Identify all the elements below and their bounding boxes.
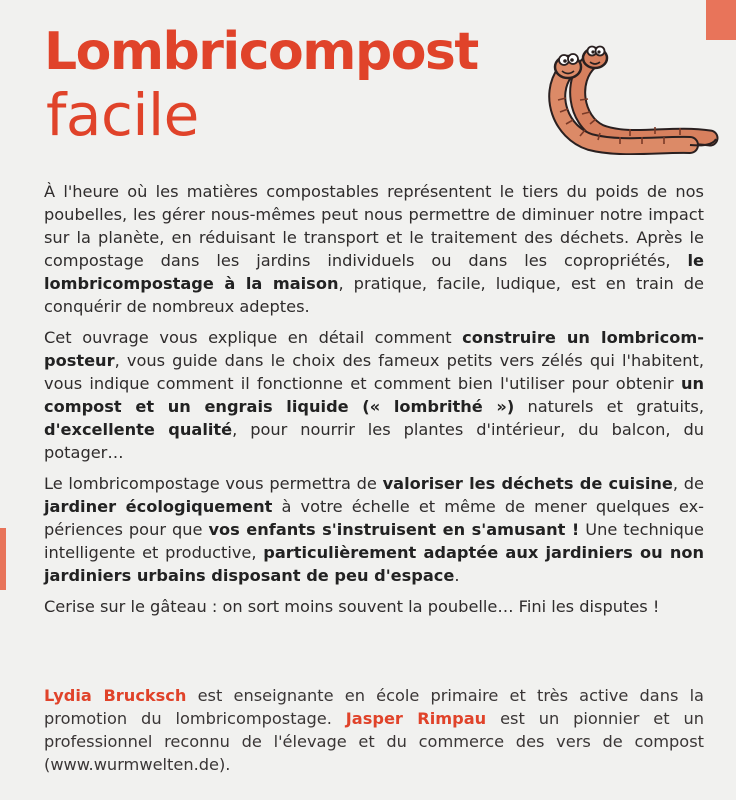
- text-run: , vous guide dans le choix des fameux petits vers zélés qui l'habitent, vous indique comment il fonctionne et comment bien l'utiliser pour obtenir: [44, 351, 704, 393]
- text-run: Le lombricompostage vous permettra de: [44, 474, 383, 493]
- text-run: à votre échelle et même de mener quelques expériences pour que: [44, 497, 704, 539]
- description-text: [44, 180, 704, 626]
- bold-run: construire un lombricomposteur: [44, 328, 704, 370]
- text-run: , de: [672, 474, 704, 493]
- bold-run: particulièrement adaptée aux jardiniers ou non jardiniers urbains disposant de peu d'espace: [44, 543, 704, 585]
- worms-icon: [540, 40, 720, 155]
- paragraph-closing: Cerise sur le gâteau : on sort moins souvent la poubelle… Fini les disputes !: [44, 597, 660, 616]
- bold-run: un compost et un engrais liquide (« lombrithé »): [44, 374, 704, 416]
- book-subtitle: facile: [46, 81, 199, 149]
- paragraph-intro: [44, 180, 704, 318]
- text-run: .: [454, 566, 460, 585]
- text-run: naturels et gratuits,: [514, 397, 704, 416]
- author-name-1: Lydia Brucksch: [44, 686, 187, 705]
- edge-color-tab-left: [0, 528, 6, 590]
- text-run: est un pionnier et un professionnel reconnu de l'élevage et du commerce des vers de compost (www.wurmwelten.de).: [44, 709, 705, 774]
- book-title: Lombricompost: [44, 22, 478, 82]
- paragraph-benefits: [44, 472, 704, 587]
- text-run: À l'heure où les matières compostables représentent le tiers du poids de nos poubelles, les gérer nous-mêmes peut nous permettre de diminuer notre impact sur la planète, en réduisant le transport et le traitement des déchets. Après le compostage dans les jardins individuels ou dans les copropriétés,: [44, 182, 704, 270]
- authors-bio: [44, 684, 704, 776]
- author-name-2: Jasper Rimpau: [345, 709, 487, 728]
- bold-run: jardiner écologiquement: [44, 497, 273, 516]
- paragraph-guide: [44, 326, 704, 464]
- text-run: Une technique intelligente et productive,: [44, 520, 705, 562]
- text-run: , pratique, facile, ludique, est en train de conquérir de nombreux adeptes.: [44, 274, 705, 316]
- bold-run: valoriser les déchets de cuisine: [382, 474, 673, 493]
- bold-run: d'excellente qualité: [44, 420, 233, 439]
- bold-run: vos enfants s'instruisent en s'amusant !: [208, 520, 580, 539]
- text-run: est enseignante en école primaire et très active dans la promotion du lombricompostage.: [44, 686, 704, 728]
- text-run: Cet ouvrage vous explique en détail comment: [44, 328, 463, 347]
- bold-run: le lombricompostage à la maison: [44, 251, 704, 293]
- edge-color-tab-top: [706, 0, 736, 40]
- text-run: , pour nourrir les plantes d'intérieur, du balcon, du potager…: [44, 420, 704, 462]
